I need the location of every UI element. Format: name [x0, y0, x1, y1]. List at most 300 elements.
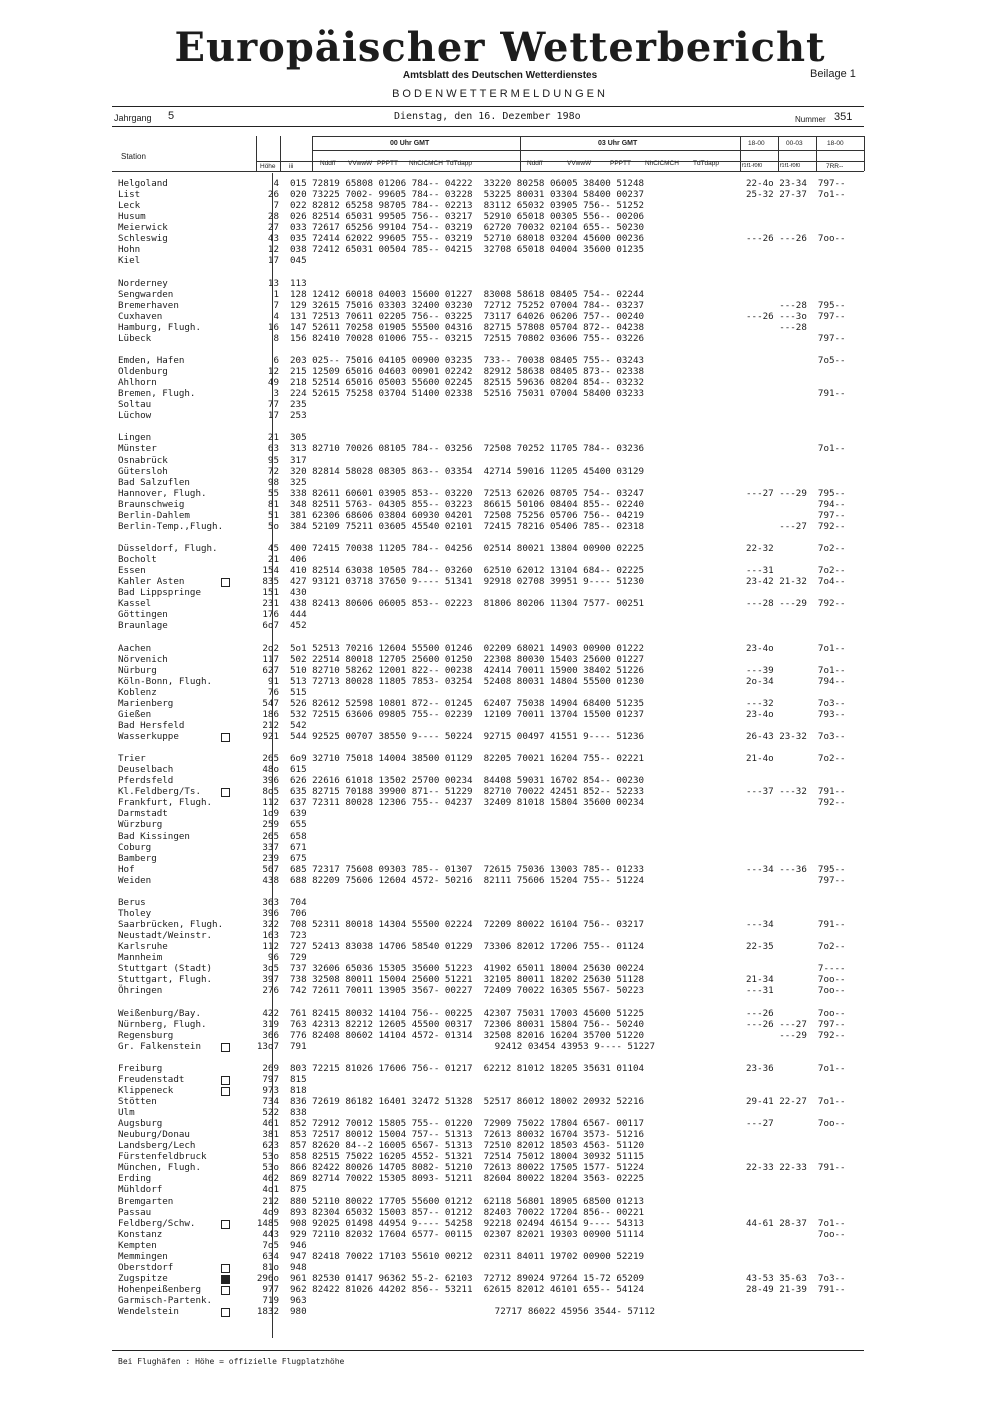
- observation-groups: 880 52110 80022 17705 55600 01212 62118 56801 18905 68500 01213: [290, 1195, 645, 1207]
- station-name: Zugspitze: [118, 1272, 168, 1284]
- sub2-header: f1f1-f0f0: [780, 163, 801, 169]
- station-height: 6o7: [262, 620, 279, 632]
- station-name: Landsberg/Lech: [118, 1140, 196, 1152]
- observation-groups: 526 82612 52598 10801 872-- 01245 62407 75038 14904 68400 51235: [290, 697, 645, 709]
- sub1-header: f1f1-f0f0: [742, 163, 763, 169]
- observation-groups: 962 82422 81026 44202 856-- 53211 62615 82012 46101 655-- 54124: [290, 1284, 645, 1295]
- station-name: Memmingen: [118, 1250, 168, 1262]
- open-square-icon: [221, 1076, 230, 1085]
- extreme-values: ---37 ---32 791--: [746, 786, 846, 798]
- station-name: Nürburg: [118, 664, 157, 676]
- observation-groups: 858 82515 75022 16205 4552- 51321 72514 75012 18004 30932 51115: [290, 1151, 645, 1163]
- open-square-icon: [221, 1286, 230, 1295]
- station-name: Göttingen: [118, 609, 168, 621]
- station-name: Oberstdorf: [118, 1261, 174, 1273]
- station-height: 3o5: [262, 963, 279, 975]
- extreme-values: 25-32 27-37 7o1--: [746, 189, 846, 201]
- observation-groups: 626 22616 61018 13502 25700 00234 84408 59031 16702 854-- 00230: [290, 775, 645, 787]
- observation-groups: 128 12412 60018 04003 15600 01227 83008 58618 08405 754-- 02244: [290, 288, 645, 300]
- nummer-label: Nummer: [795, 115, 826, 124]
- station-height: 337: [262, 841, 279, 853]
- station-name: Lübeck: [118, 332, 152, 344]
- station-height: 627: [262, 664, 279, 676]
- station-name: Stuttgart (Stadt): [118, 963, 213, 975]
- extreme-values: ---28 795--: [746, 299, 846, 311]
- station-name: Wasserkuppe: [118, 731, 179, 742]
- station-height: 634: [262, 1250, 279, 1262]
- station-height: 95: [267, 454, 279, 466]
- station-name: Ulm: [118, 1107, 135, 1119]
- station-name: Freudenstadt: [118, 1073, 185, 1085]
- station-height: 186: [262, 708, 279, 720]
- observation-groups: 542: [290, 719, 307, 731]
- station-height: 547: [262, 697, 279, 709]
- station-name: Freiburg: [118, 1062, 163, 1074]
- station-name: Meierwick: [118, 222, 168, 234]
- station-height: 1485: [256, 1217, 279, 1229]
- station-height: 176: [262, 609, 279, 621]
- observation-groups: 400 72415 70038 11205 784-- 04256 02514 80021 13804 00900 02225: [290, 542, 645, 554]
- extreme-values: ---27 7oo--: [746, 1118, 846, 1130]
- jahrgang-value: 5: [168, 110, 175, 122]
- issue-date: Dienstag, den 16. Dezember 198o: [394, 111, 581, 122]
- vvwww-header: VVwwW: [348, 160, 373, 167]
- nhclcmch-header: NhClCMCH: [409, 160, 443, 167]
- station-height: 163: [262, 930, 279, 942]
- station-name: Neuburg/Donau: [118, 1129, 190, 1141]
- observation-groups: 532 72515 63606 09805 755-- 02239 12109 70011 13704 15500 01237: [290, 708, 645, 720]
- station-height: 567: [262, 863, 279, 875]
- station-name: Gießen: [118, 708, 152, 720]
- observation-groups: 325: [290, 476, 307, 488]
- station-name: Münster: [118, 443, 157, 455]
- station-height: 921: [262, 731, 279, 742]
- observation-groups: 348 82511 5763- 04305 855-- 03223 86615 50106 08404 855-- 02240: [290, 498, 645, 510]
- station-height: 21: [267, 432, 279, 444]
- observation-groups: 675: [290, 852, 307, 864]
- observation-groups: 658: [290, 830, 307, 842]
- vvwww2-header: VVwwW: [567, 160, 592, 167]
- station-height: 8o5: [262, 786, 279, 798]
- observation-groups: 129 32615 75016 03303 32400 03230 72712 75252 07004 784-- 03237: [290, 299, 645, 311]
- station-height: 4: [273, 178, 279, 189]
- station-height: 2o2: [262, 642, 279, 654]
- station-name: Cuxhaven: [118, 310, 163, 322]
- station-name: Augsburg: [118, 1118, 163, 1130]
- station-height: 1: [273, 288, 279, 300]
- observation-groups: 815: [290, 1073, 307, 1085]
- station-name: Bad Hersfeld: [118, 719, 185, 731]
- extreme-values: 29-41 22-27 7o1--: [746, 1095, 846, 1107]
- observation-groups: 776 82408 80602 14104 4572- 01314 32508 82016 16204 35700 51220: [290, 1029, 645, 1041]
- observation-groups: 947 82418 70022 17103 55610 00212 02311 84011 19702 00900 52219: [290, 1250, 645, 1262]
- observation-groups: 655: [290, 819, 307, 831]
- station-name: Weiden: [118, 874, 152, 886]
- observation-groups: 235: [290, 399, 307, 411]
- station-height: 53o: [262, 1151, 279, 1163]
- station-name: Braunschweig: [118, 498, 185, 510]
- observation-groups: 384 52109 75211 03605 45540 02101 72415 78216 05406 785-- 02318: [290, 520, 645, 532]
- extreme-values: ---39 7o1--: [746, 664, 846, 676]
- open-square-icon: [221, 733, 230, 742]
- station-name: Kl.Feldberg/Ts.: [118, 786, 201, 798]
- observation-groups: 688 82209 75606 12604 4572- 50216 82111 75606 15204 755-- 51224: [290, 874, 645, 886]
- station-height: 322: [262, 919, 279, 931]
- extreme-values: 794--: [746, 498, 846, 510]
- station-height: 27: [267, 222, 279, 234]
- station-name: Nörvenich: [118, 653, 168, 665]
- observation-groups: 737 32606 65036 15305 35600 51223 41902 65011 18004 25630 00224: [290, 963, 645, 975]
- extreme-values: 23-4o 793--: [746, 708, 846, 720]
- station-name: Berus: [118, 896, 146, 908]
- observation-groups: 406: [290, 554, 307, 566]
- station-name: Pferdsfeld: [118, 775, 174, 787]
- open-square-icon: [221, 1220, 230, 1229]
- station-height: 6: [273, 354, 279, 366]
- station-height: 72: [267, 465, 279, 477]
- observation-groups: 791 92412 03454 43953 9---- 51227: [290, 1040, 656, 1052]
- extreme-values: ---27 ---29 795--: [746, 487, 846, 499]
- report-title: Europäischer Wetterbericht: [174, 24, 826, 71]
- station-name: Bad Kissingen: [118, 830, 190, 842]
- station-height: 461: [262, 1118, 279, 1130]
- range1-header: 18-00: [748, 140, 765, 147]
- pppt-header: PPPTT: [377, 160, 398, 167]
- station-name: Lingen: [118, 432, 152, 444]
- extreme-values: ---26 ---26 7oo--: [746, 233, 846, 245]
- station-height: 5o: [267, 520, 279, 532]
- observation-groups: 430: [290, 587, 307, 599]
- station-name: Helgoland: [118, 178, 168, 189]
- observation-groups: 035 72414 62022 99605 755-- 03219 52710 68018 03204 45600 00236: [290, 233, 645, 245]
- observation-groups: 803 72215 81026 17606 756-- 01217 62212 81012 18205 35631 01104: [290, 1062, 645, 1074]
- station-name: Bad Lippspringe: [118, 587, 201, 599]
- station-name: Aachen: [118, 642, 152, 654]
- extreme-values: 7o1--: [746, 443, 846, 455]
- observation-groups: 022 82812 65258 98705 784-- 02213 83112 65032 03905 756-- 51252: [290, 200, 645, 212]
- observation-groups: 818: [290, 1084, 307, 1096]
- observation-groups: 893 82304 65032 15003 857-- 01212 82403 70022 17204 856-- 00221: [290, 1206, 645, 1218]
- station-height: 1o9: [262, 808, 279, 820]
- station-height: 77: [267, 399, 279, 411]
- observation-groups: 502 22514 80018 12705 25600 01250 22308 80030 15403 25600 01227: [290, 653, 645, 665]
- station-height: 396: [262, 775, 279, 787]
- station-height: 49: [267, 377, 279, 389]
- observation-groups: 203 025-- 75016 04105 00900 03235 733-- 70038 08405 755-- 03243: [290, 354, 645, 366]
- station-height: 43: [267, 233, 279, 245]
- observation-groups: 113: [290, 277, 307, 289]
- station-height: 212: [262, 719, 279, 731]
- station-name: Bremen, Flugh.: [118, 388, 196, 400]
- extreme-values: 7oo--: [746, 1228, 846, 1240]
- extreme-values: ---26 ---27 797--: [746, 1018, 846, 1030]
- range2-header: 00-03: [786, 140, 803, 147]
- station-name: List: [118, 189, 141, 201]
- observation-groups: 438 82413 80606 06005 853-- 02223 81806 80206 11304 7577- 00251: [290, 598, 645, 610]
- observation-groups: 6o9 32710 75018 14004 38500 01129 82205 70021 16204 755-- 02221: [290, 753, 645, 765]
- station-name: Koblenz: [118, 686, 157, 698]
- station-name: Weißenburg/Bay.: [118, 1007, 201, 1019]
- station-height: 734: [262, 1095, 279, 1107]
- observation-groups: 218 52514 65016 05003 55600 02245 82515 59636 08204 854-- 03232: [290, 377, 645, 389]
- extreme-values: 797--: [746, 332, 846, 344]
- station-name: Berlin-Dahlem: [118, 509, 190, 521]
- station-height: 973: [262, 1084, 279, 1096]
- header-rule: [112, 126, 864, 127]
- observation-groups: 253: [290, 410, 307, 422]
- station-name: Hamburg, Flugh.: [118, 321, 201, 333]
- station-name: Kempten: [118, 1239, 157, 1251]
- observation-groups: 015 72819 65808 01206 784-- 04222 33220 80258 06005 38400 51248: [290, 178, 645, 189]
- observation-groups: 857 82620 84--2 16005 6567- 51313 72510 82012 18503 4563- 51120: [290, 1140, 645, 1152]
- beilage-label: Beilage 1: [810, 68, 856, 80]
- extreme-values: 22-4o 23-34 797--: [746, 178, 846, 189]
- observation-groups: 852 72912 70012 15805 755-- 01220 72909 75022 17804 6567- 00117: [290, 1118, 645, 1130]
- station-name: Erding: [118, 1173, 152, 1185]
- station-height: 55: [267, 487, 279, 499]
- station-name: Stötten: [118, 1095, 157, 1107]
- observation-groups: 427 93121 03718 37650 9---- 51341 92918 02708 39951 9---- 51230: [290, 576, 645, 588]
- observation-groups: 338 82611 60601 03905 853-- 03220 72513 62026 08705 754-- 03247: [290, 487, 645, 499]
- observation-groups: 026 82514 65031 99505 756-- 03217 52910 65018 00305 556-- 00206: [290, 211, 645, 223]
- station-name: Konstanz: [118, 1228, 163, 1240]
- station-name: Düsseldorf, Flugh.: [118, 542, 218, 554]
- extreme-values: ---32 7o3--: [746, 697, 846, 709]
- station-name: Karlsruhe: [118, 941, 168, 953]
- observation-groups: 444: [290, 609, 307, 621]
- extreme-values: ---34 791--: [746, 919, 846, 931]
- observation-groups: 727 52413 83038 14706 58540 01229 73306 82012 17206 755-- 01124: [290, 941, 645, 953]
- station-name: Kiel: [118, 255, 141, 267]
- station-name: Mannheim: [118, 952, 163, 964]
- extreme-values: 797--: [746, 509, 846, 521]
- extreme-values: ---29 792--: [746, 1029, 846, 1041]
- observation-groups: 317: [290, 454, 307, 466]
- station-height: 239: [262, 852, 279, 864]
- jahrgang-label: Jahrgang: [114, 113, 152, 123]
- station-height: 397: [262, 974, 279, 986]
- extreme-values: 28-49 21-39 791--: [746, 1284, 846, 1295]
- footnote: Bei Flughäfen : Höhe = offizielle Flugplatzhöhe: [118, 1357, 345, 1366]
- station-height: 396: [262, 907, 279, 919]
- observation-groups: 685 72317 75608 09303 785-- 01307 72615 75036 13003 785-- 01233: [290, 863, 645, 875]
- open-square-icon: [221, 788, 230, 797]
- station-height: 4o1: [262, 1184, 279, 1196]
- station-height: 17: [267, 410, 279, 422]
- nddff2-header: Nddff: [527, 160, 543, 167]
- observation-groups: 708 52311 80018 14304 55500 02224 72209 80022 16104 756-- 03217: [290, 919, 645, 931]
- extreme-values: 43-53 35-63 7o3--: [746, 1272, 846, 1284]
- station-height: 381: [262, 1129, 279, 1141]
- observation-groups: 033 72617 65256 99104 754-- 03219 62720 70032 02104 655-- 50230: [290, 222, 645, 234]
- observation-groups: 838: [290, 1107, 307, 1119]
- group-03-header: 03 Uhr GMT: [598, 140, 638, 147]
- observation-groups: 763 42313 82212 12605 45500 00317 72306 80031 15804 756-- 50240: [290, 1018, 645, 1030]
- station-name: Feldberg/Schw.: [118, 1217, 196, 1229]
- station-name: Braunlage: [118, 620, 168, 632]
- station-height: 265: [262, 753, 279, 765]
- observation-groups: 147 52611 70258 01905 55500 04316 82715 57808 05704 872-- 04238: [290, 321, 645, 333]
- station-height: 7o5: [262, 1239, 279, 1251]
- station-height: 96: [267, 952, 279, 964]
- station-height: 319: [262, 1018, 279, 1030]
- station-name: Öhringen: [118, 985, 163, 997]
- observation-groups: 738 32508 80011 15004 25600 51221 32105 80011 18202 25630 51128: [290, 974, 645, 986]
- station-name: Coburg: [118, 841, 152, 853]
- observation-groups: 156 82410 70028 01006 755-- 03215 72515 70802 03606 755-- 03226: [290, 332, 645, 344]
- station-name: Essen: [118, 565, 146, 577]
- observation-groups: 224 52615 75258 03704 51400 02338 52516 75031 07004 58400 03233: [290, 388, 645, 400]
- station-height: 7: [273, 299, 279, 311]
- range3-header: 18-00: [827, 140, 844, 147]
- station-height: 422: [262, 1007, 279, 1019]
- station-height: 81: [267, 498, 279, 510]
- station-height: 363: [262, 896, 279, 908]
- station-name: Frankfurt, Flugh.: [118, 797, 213, 809]
- observation-groups: 544 92525 00707 38550 9---- 50224 92715 00497 41551 9---- 51236: [290, 731, 645, 742]
- station-name: Hohn: [118, 244, 141, 256]
- station-name: Darmstadt: [118, 808, 168, 820]
- station-name: Hof: [118, 863, 135, 875]
- extreme-values: 7----: [746, 963, 846, 975]
- extreme-values: ---31 7oo--: [746, 985, 846, 997]
- station-height: 51: [267, 509, 279, 521]
- observation-groups: 5o1 52513 70216 12604 55500 01246 02209 68021 14903 00900 01222: [290, 642, 645, 654]
- extreme-values: 21-34 7oo--: [746, 974, 846, 986]
- station-name: Bocholt: [118, 554, 157, 566]
- station-height: 13o7: [256, 1040, 279, 1052]
- station-name: Deuselbach: [118, 764, 174, 776]
- station-name: Gr. Falkenstein: [118, 1040, 201, 1052]
- station-name: Wendelstein: [118, 1306, 179, 1318]
- station-name: Neustadt/Weinstr.: [118, 930, 213, 942]
- station-name: Berlin-Temp.,Flugh.: [118, 520, 224, 532]
- observation-groups: 761 82415 80032 14104 756-- 00225 42307 75031 17003 45600 51225: [290, 1007, 645, 1019]
- station-name: Bad Salzuflen: [118, 476, 190, 488]
- station-height: 7: [273, 200, 279, 212]
- station-name: Hohenpeißenberg: [118, 1284, 201, 1295]
- station-name: Tholey: [118, 907, 152, 919]
- observation-groups: 704: [290, 896, 307, 908]
- station-name: Mühldorf: [118, 1184, 163, 1196]
- observation-groups: 639: [290, 808, 307, 820]
- station-height: 48o: [262, 764, 279, 776]
- tdtdapp-header: TdTdapp: [446, 160, 473, 167]
- station-height: 3: [273, 388, 279, 400]
- extreme-values: 7o5--: [746, 354, 846, 366]
- observation-groups: 836 72619 86182 16401 32472 51328 52517 86012 18002 20932 52216: [290, 1095, 645, 1107]
- station-height: 522: [262, 1107, 279, 1119]
- station-name: Bamberg: [118, 852, 157, 864]
- observation-groups: 963: [290, 1295, 307, 1307]
- observation-groups: 853 72517 80012 15004 757-- 51313 72613 80032 16704 3573- 51216: [290, 1129, 645, 1141]
- station-name: Würzburg: [118, 819, 163, 831]
- station-height: 81o: [262, 1261, 279, 1273]
- open-square-icon: [221, 1308, 230, 1317]
- station-name: Ahlhorn: [118, 377, 157, 389]
- station-name: Kassel: [118, 598, 152, 610]
- station-name: Husum: [118, 211, 146, 223]
- station-name: Passau: [118, 1206, 152, 1218]
- station-height: 276: [262, 985, 279, 997]
- pppt2-header: PPPTT: [610, 160, 631, 167]
- extreme-values: 23-36 7o1--: [746, 1062, 846, 1074]
- extreme-values: ---34 ---36 795--: [746, 863, 846, 875]
- observation-groups: 045: [290, 255, 307, 267]
- observation-groups: 131 72513 70611 02205 756-- 03225 73117 64026 06206 757-- 00240: [290, 310, 645, 322]
- station-height: 28: [267, 211, 279, 223]
- station-height: 623: [262, 1140, 279, 1152]
- observation-groups: 515: [290, 686, 307, 698]
- station-height: 8: [273, 332, 279, 344]
- station-height: 21: [267, 554, 279, 566]
- station-name: Regensburg: [118, 1029, 174, 1041]
- station-height: 154: [262, 565, 279, 577]
- extreme-values: 2o-34 794--: [746, 675, 846, 687]
- station-height: 117: [262, 653, 279, 665]
- extreme-values: ---27 792--: [746, 520, 846, 532]
- observation-groups: 410 82514 63038 10505 784-- 03260 62510 62012 13104 684-- 02225: [290, 565, 645, 577]
- station-name: Saarbrücken, Flugh.: [118, 919, 224, 931]
- station-name: Köln-Bonn, Flugh.: [118, 675, 213, 687]
- observation-groups: 929 72110 82032 17604 6577- 00115 02307 82021 19303 00900 51114: [290, 1228, 645, 1240]
- observation-groups: 729: [290, 952, 307, 964]
- station-name: Schleswig: [118, 233, 168, 245]
- extreme-values: ---31 7o2--: [746, 565, 846, 577]
- iii-header: iii: [289, 163, 294, 170]
- station-name: Bremgarten: [118, 1195, 174, 1207]
- extreme-values: 22-35 7o2--: [746, 941, 846, 953]
- observation-groups: 313 82710 70026 08105 784-- 03256 72508 70252 11705 784-- 03236: [290, 443, 645, 455]
- station-name: Trier: [118, 753, 146, 765]
- observation-groups: 510 82710 58262 12001 822-- 00238 42414 70011 15900 38402 51226: [290, 664, 645, 676]
- station-height: 112: [262, 797, 279, 809]
- filled-square-icon: [221, 1275, 230, 1284]
- extreme-values: 44-61 28-37 7o1--: [746, 1217, 846, 1229]
- observation-groups: 961 82530 01417 96362 55-2- 62103 72712 89024 97264 15-72 65209: [290, 1272, 645, 1284]
- observation-groups: 742 72611 70011 13905 3567- 00227 72409 70022 16305 5567- 50223: [290, 985, 645, 997]
- station-name: Oldenburg: [118, 366, 168, 378]
- station-name: Nürnberg, Flugh.: [118, 1018, 207, 1030]
- observation-groups: 513 72713 80028 11805 7853- 03254 52408 80031 14804 55500 01230: [290, 675, 645, 687]
- station-height: 76: [267, 686, 279, 698]
- station-height: 17: [267, 255, 279, 267]
- extreme-values: 791--: [746, 388, 846, 400]
- station-height: 13: [267, 277, 279, 289]
- station-height: 26: [267, 189, 279, 201]
- extreme-values: ---28 ---29 792--: [746, 598, 846, 610]
- extreme-values: 22-32 7o2--: [746, 542, 846, 554]
- open-square-icon: [221, 1087, 230, 1096]
- extreme-values: 26-43 23-32 7o3--: [746, 731, 846, 742]
- observation-groups: 637 72311 80028 12306 755-- 04237 32409 81018 15804 35600 00234: [290, 797, 645, 809]
- station-height: 212: [262, 1195, 279, 1207]
- station-height: 265: [262, 830, 279, 842]
- station-name: Lüchow: [118, 410, 152, 422]
- nddff-header: Nddff: [320, 160, 336, 167]
- observation-groups: 038 72412 65031 00504 785-- 04215 32708 65018 04004 35600 01235: [290, 244, 645, 256]
- observation-groups: 671: [290, 841, 307, 853]
- extreme-values: 21-4o 7o2--: [746, 753, 846, 765]
- extreme-values: 22-33 22-33 791--: [746, 1162, 846, 1174]
- observation-groups: 706: [290, 907, 307, 919]
- station-height: 269: [262, 1062, 279, 1074]
- observation-groups: 866 82422 80026 14705 8082- 51210 72613 80022 17505 1577- 51224: [290, 1162, 645, 1174]
- station-height: 443: [262, 1228, 279, 1240]
- station-height: 231: [262, 598, 279, 610]
- station-name: Garmisch-Partenk.: [118, 1295, 213, 1307]
- observation-groups: 869 82714 70022 15305 8093- 51211 82604 80022 18204 3563- 02225: [290, 1173, 645, 1185]
